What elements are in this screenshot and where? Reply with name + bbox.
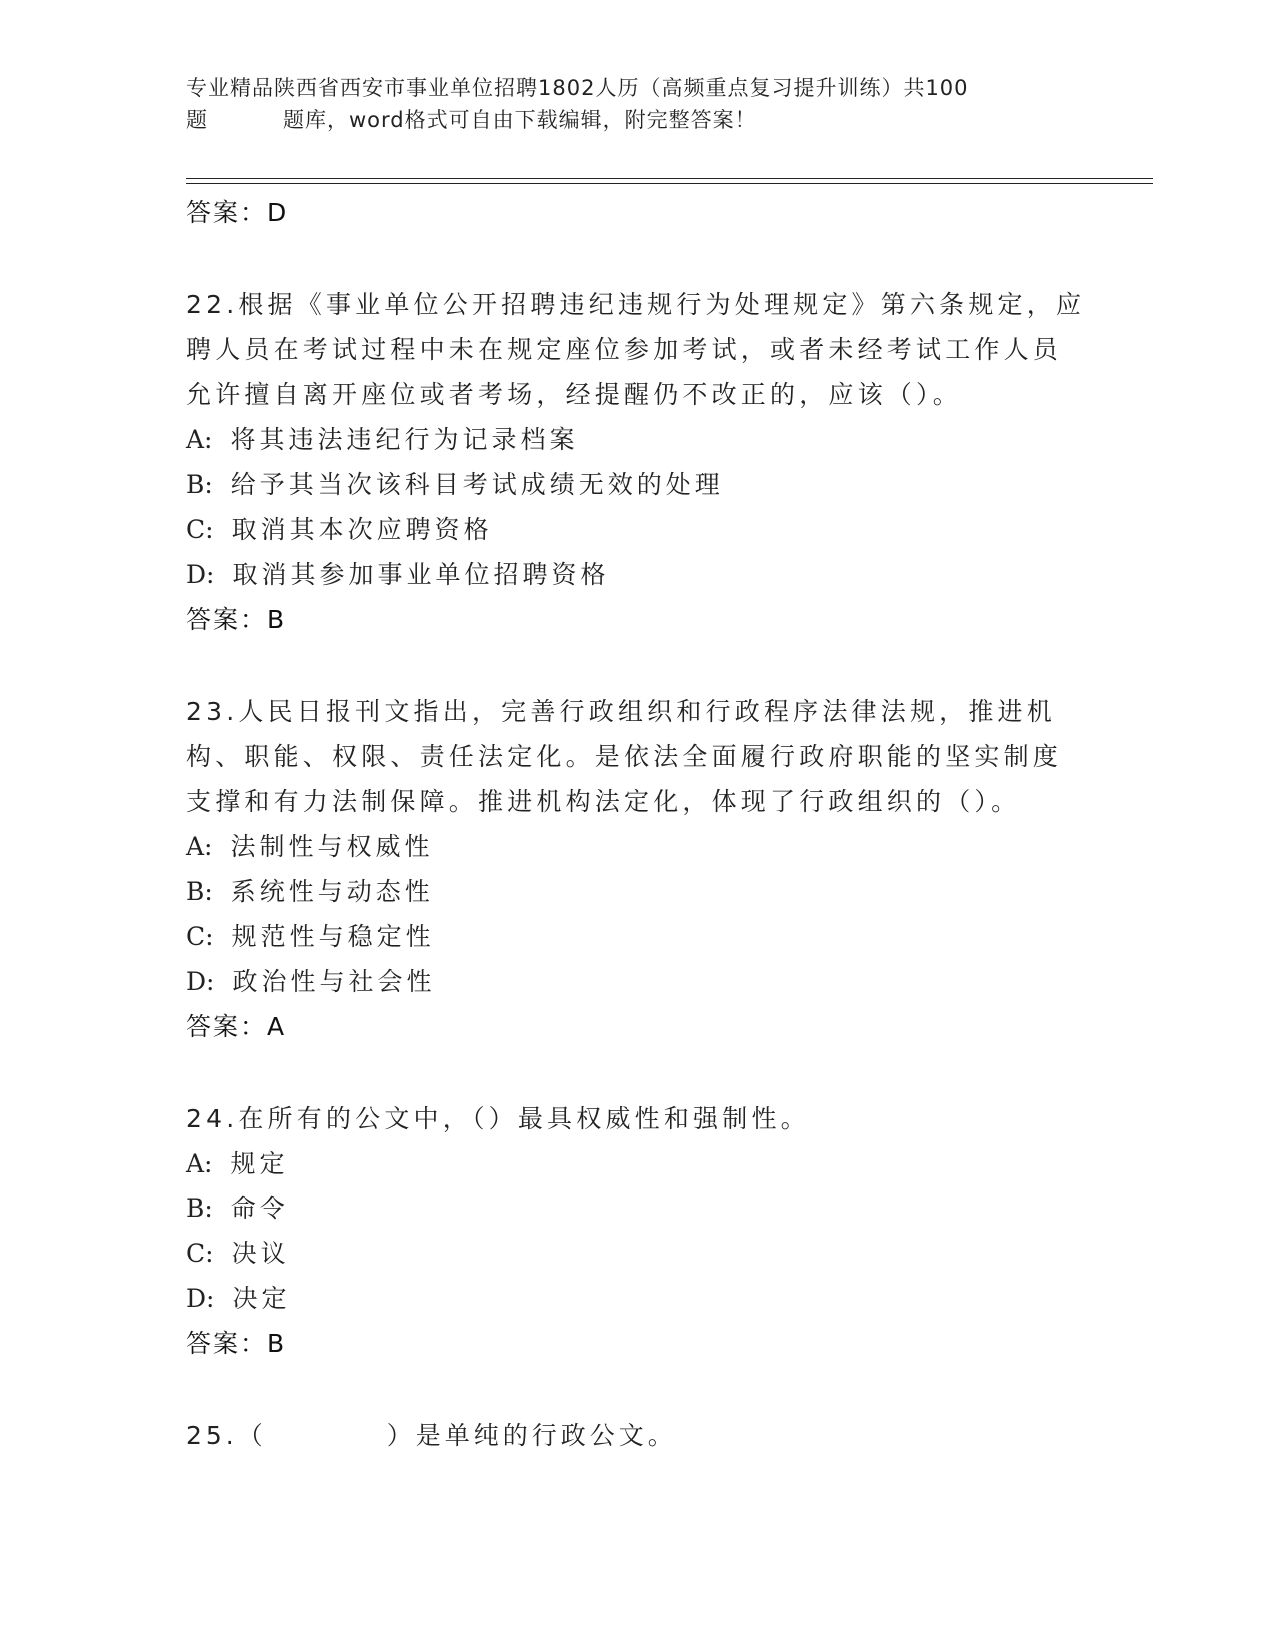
question-25 (186, 1413, 1086, 1458)
header-divider-bottom (186, 183, 1153, 184)
question-25-prefix: 25.（ (186, 1421, 267, 1450)
option-a: A: 规定 (186, 1149, 289, 1178)
question-25-suffix: ）是单纯的行政公文。 (386, 1421, 677, 1450)
question-stem: 22.根据《事业单位公开招聘违纪违规行为处理规定》第六条规定，应聘人员在考试过程中未在规定座位参加考试，或者未经考试工作人员允许擅自离开座位或者考场，经提醒仍不改正的，应该（）。 (186, 290, 1086, 409)
option-b: B: 给予其当次该科目考试成绩无效的处理 (186, 470, 724, 499)
header-divider-top (186, 178, 1153, 179)
option-b: B: 系统性与动态性 (186, 877, 434, 906)
question-answer: 答案：B (186, 1329, 287, 1358)
question-stem: 24.在所有的公文中，（）最具权威性和强制性。 (186, 1104, 810, 1133)
question-22 (186, 282, 1086, 642)
previous-answer: 答案：D (186, 198, 289, 227)
option-d: D: 取消其参加事业单位招聘资格 (186, 560, 610, 589)
option-c: C: 规范性与稳定性 (186, 922, 435, 951)
question-23 (186, 689, 1086, 1049)
option-a: A: 将其违法违纪行为记录档案 (186, 425, 579, 454)
document-header (186, 72, 1086, 136)
document-body (186, 190, 1086, 1458)
question-answer: 答案：A (186, 1012, 287, 1041)
option-d: D: 政治性与社会性 (186, 967, 436, 996)
option-c: C: 决议 (186, 1239, 290, 1268)
header-line-2-right: 题库，word格式可自由下载编辑，附完整答案！ (283, 108, 757, 132)
header-line-1: 专业精品陕西省西安市事业单位招聘1802人历（高频重点复习提升训练）共100 (186, 76, 969, 100)
option-a: A: 法制性与权威性 (186, 832, 434, 861)
header-line-2-left: 题 (186, 108, 208, 132)
question-stem: 23.人民日报刊文指出，完善行政组织和行政程序法律法规，推进机构、职能、权限、责任法定化。是依法全面履行政府职能的坚实制度支撑和有力法制保障。推进机构法定化，体现了行政组织的（）。 (186, 697, 1063, 816)
header-line-2 (186, 104, 1086, 136)
question-answer: 答案：B (186, 605, 287, 634)
option-b: B: 命令 (186, 1194, 289, 1223)
question-24 (186, 1096, 1086, 1366)
option-d: D: 决定 (186, 1284, 291, 1313)
option-c: C: 取消其本次应聘资格 (186, 515, 493, 544)
